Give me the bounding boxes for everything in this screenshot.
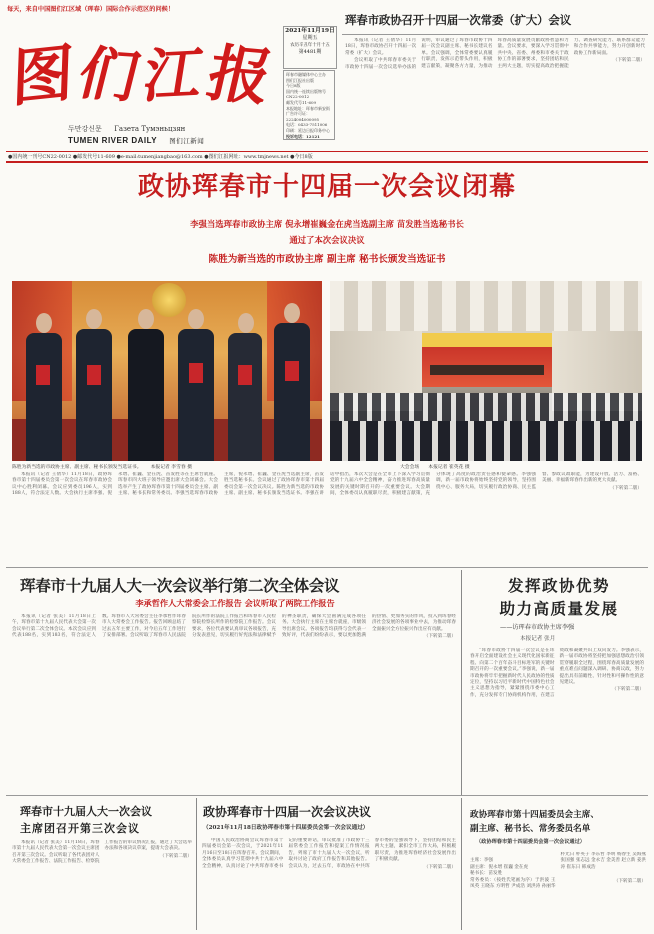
committee-headline-1: 政协珲春市第十四届委员会主席、 [470,810,599,820]
committee-subhead: （政协珲春市第十四届委员会第一次会议通过） [476,839,585,845]
logo-char-1: 图 [10,34,75,116]
main-subhead-3: 陈胜为新当选的市政协主席 副主席 秘书长颁发当选证书 [208,254,446,265]
interview-body [470,648,644,792]
main-article-text: 本报讯（记者 王倩华）11月18日，政协珲春市第十四届委员会第一次会议在珲春市政协会议中心胜利闭幕。会议应到委员196人，实到188人，符合法定人数。大会执行主席李强、倪永增、崔巍、金在虎、苗发胜等在主席台就座。珲春市四大班子领导应邀出席大会闭幕会。大会选举产生了政协珲春市第十四届委员会主席、副主席、秘书长和常务委员。李强当选珲春市政协主席，倪永增、崔巍、金在虎当选副主席，苗发胜当选秘书长。会议通过了政协珲春市第十四届委员会第一次会议决议。陈胜为新当选的市政协主席、副主席、秘书长颁发当选证书。李强在讲话中指出，本次大会是在全市上下深入学习贯彻党的十九届六中全会精神，奋力推进珲春高质量发展的关键时期召开的一次重要会议。大会期间，全体委员认真履职尽责，积极建言献策，充分体现了高度的政治责任感和使命感。李强强调，新一届市政协将始终坚持党的领导，坚持围绕中心、服务大局，切实履行政治协商、民主监督、参政议政职能，为建设开放、活力、富裕、美丽、幸福新珲春作出新的更大贡献。 [12,472,642,497]
npc-subhead: 李承哲作人大常委会工作报告 会议听取了两院工作报告 [135,598,335,608]
resolution-text: 中国人民政治协商会议珲春市第十四届委员会第一次会议，于2021年11月16日至18日在珲春召开。会议期间，全体委员认真学习贯彻中共十九届六中全会精神，认真讨论了中共珲春市委书记的重要讲话，审议批准了市政协十三届常委会工作报告和提案工作情况报告，列席了市十九届人大一次会议，听取并讨论了政府工作报告和其他报告。会议认为，过去五年，市政协在中共珲春市委的坚强领导下，坚持团结和民主两大主题，紧扣全市工作大局，积极履职尽责，为推进珲春经济社会发展作出了积极贡献。 [202,838,456,869]
top-right-jump: （下转第二版） [612,58,645,64]
main-article-jump: （下转第二版） [609,485,642,491]
info-line: 今日8版 [286,83,301,89]
top-right-byline: 本报讯（记者 王倩华）11月18日，珲春市政协召开十四届一次常委（扩大）会议。 [345,38,417,56]
interview-subtitle: ——访珲春市政协主席李强 [500,624,575,631]
issue-number: 第4481期 [298,49,322,55]
interview-jump: （下转第二版） [611,687,644,693]
logo-char-4: 报 [200,36,280,114]
logo-char-2: 们 [71,39,146,111]
committee-jump: （下转第二版） [613,878,646,884]
photo-conference-hall [330,281,642,461]
photo-right-credit: 本报记者 崔英花 摄 [428,465,470,470]
bottom-left-jump: （下转第二版） [159,853,192,859]
info-line: CN22-0012 [286,94,310,100]
resolution-body [202,838,456,928]
interview-byline: 本报记者 张月 [520,636,556,642]
info-line: 珲春市融媒体中心主办 [286,72,326,77]
masthead-english-row [68,136,278,145]
masthead-subtitles [68,124,268,134]
masthead-english-sub: 图们江新闻 [169,137,205,145]
bottom-left-body [12,840,192,928]
issue-date: 2021年11月19日 [285,28,335,34]
interview-headline-1: 发挥政协优势 [507,576,610,595]
info-line: 本报地址：珲春市新安街 [286,105,330,111]
interview-headline-2: 助力高质量发展 [499,599,619,618]
info-line: 广告许可证：2224004000095 [286,111,320,122]
npc-body [12,614,456,790]
info-line: 印刷：延边日报印务中心 [286,127,330,133]
photo-left-caption: 陈胜为新当选的市政协主席、副主席、秘书长颁发当选证书。 [12,465,142,470]
main-subhead-1: 李强当选珲春市政协主席 倪永增崔巍金在虎当选副主席 苗发胜当选秘书长 [190,219,464,229]
info-line: 邮发代号11-609 [286,99,317,105]
resolution-subhead: （2021年11月18日政协珲春市第十四届委员会第一次会议通过） [203,825,369,831]
bottom-left-text: 本报讯（记者 张美）11月18日，珲春市第十九届人民代表大会第一次会议主席团召开第三次会议。会议听取了各代表团对人大常委会工作报告、法院工作报告、检察院工作报告的审议情况汇报，通过了大会选举办法和各项决议草案，提请大会表决。 [12,840,192,865]
resolution-headline: 政协珲春市十四届一次会议决议 [203,805,372,819]
photo-right-caption: 大会会场 [400,465,420,470]
info-line: 图们江报社出版 [286,77,314,83]
masthead-russian: Газета Тумэньцзян [114,125,186,133]
info-box [283,70,335,140]
top-right-text: 会议听取了中共珲春市委关于市政协十四届一次会议选举办法的说明，审议通过了珲春市政协十四届一次会议副主席、秘书长建议名单。会议强调，全体常委要认真履行职责，发挥示范带头作用，积极建言献策，凝聚各方力量，为推动珲春高质量发展贡献政协智慧和力量。会议要求，要深入学习贯彻中共中央、省委、州委和市委关于政协工作的部署要求，坚持团结和民主两大主题，切实提高政治把握能力、调查研究能力、联系群众能力和合作共事能力，努力开创新时代政协工作新局面。 [345,38,645,70]
masthead-english: TUMEN RIVER DAILY [68,136,158,145]
masthead-korean: 두만강신문 [68,125,102,133]
logo-char-3: 江 [139,39,208,111]
npc-headline: 珲春市十九届人大一次会议举行第二次全体会议 [20,576,340,595]
meta-bar: ●国内统一刊号CN22-0012 ●邮发代号11-609 ●e-mail:tumenjiangbao@163.com ●图们江报网址：www.tmjnews.net ●今日8版 [8,154,313,160]
issue-lunar: 农历辛丑年十月十五 [290,43,330,48]
photo-left-credit: 本报记者 李雪春 摄 [150,465,193,470]
info-line: 电话：0433-7511006 [286,122,328,128]
npc-jump: （下转第二版） [423,634,456,640]
top-right-body [345,38,645,148]
npc-text: 本报讯（记者 张美）11月18日上午，珲春市第十九届人民代表大会第一次会议举行第二次全体会议。本次会议应到代表188名，实到183名，符合法定人数。珲春市人大常委会主任李承哲作珲春市人大常委会工作报告。报告回顾总结了过去五年主要工作，对今后五年工作进行了安排部署。会议听取了珲春市人民法院院长所作的法院工作报告和珲春市人民检察院检察长所作的检察院工作报告。会议要求，各位代表要认真审议各项报告，充分发表意见，切实履行好宪法和法律赋予的神圣职责，确保大会圆满完成各项任务。大会执行主席在主席台就座，市级领导出席会议。各项报告均获得与会代表一致好评，代表们纷纷表示，要以更加饱满的热情、更加务实的作风，投入到珲春经济社会发展的各项事业中去，为推动珲春全面振兴全方位振兴作出应有贡献。 [12,614,456,639]
photo-right-caption-row [400,463,600,470]
main-article-body [12,472,642,564]
top-slogan: 每天，来自中国图们江区域（珲春）国际合作示范区的问候！ [7,6,175,13]
photo-certificate-ceremony [12,281,322,461]
info-line: 国内统一连续出版物号 [286,88,326,94]
interview-text: “珲春市政协十四届一次会议是在珲春开启全面建设社会主义现代化国家新征程、向第二个百年奋斗目标进军的关键时期召开的一次重要会议。”李强说，新一届市政协将牢牢把握新时代人民政协的性质定位，坚持以习近平新时代中国特色社会主义思想为指导，紧紧围绕市委中心工作，充分发挥专门协商机构作用，在建言资政和凝聚共识上双向发力。李强表示，新一届市政协将坚持把加强思想政治引领贯穿履职全过程，围绕珲春高质量发展的重点难点问题深入调研、协商议政，努力提出具有前瞻性、针对性和可操作性的意见建议。 [470,648,644,698]
issue-weekday: 星期五 [302,35,318,41]
committee-body [470,852,646,928]
bottom-left-headline-1: 珲春市十九届人大一次会议 [20,805,152,818]
date-box [283,26,337,69]
masthead [8,18,278,150]
people-group [12,281,322,461]
committee-headline-2: 副主席、秘书长、常务委员名单 [470,824,591,834]
main-subhead-2: 通过了本次会议决议 [289,235,365,245]
masthead-logo [10,24,280,116]
main-headline: 政协珲春市十四届一次会议闭幕 [137,172,516,202]
top-right-headline: 珲春市政协召开十四届一次常委（扩大）会议 [345,13,571,27]
phone-label: 投诉电话：12121 [286,133,320,139]
bottom-left-headline-2: 主席团召开第三次会议 [20,822,140,835]
resolution-jump: （下转第二版） [423,864,456,870]
photo-left-caption-row [12,463,324,470]
committee-list: 主席：李强 副主席：倪永增 崔巍 金在虎 秘书长：苗发胜 常务委员：（按姓氏笔画为序）于洪波 王凤英 王晓东 方明哲 尹成浩 刘洪涛 孙丽华 朴光日 朴英子 李东哲 李明 杨春生 吴海燕 张国强 张志远 金永吉 金美善 赵立新 姜洪涛 崔东日 韩成浩 [470,852,646,890]
